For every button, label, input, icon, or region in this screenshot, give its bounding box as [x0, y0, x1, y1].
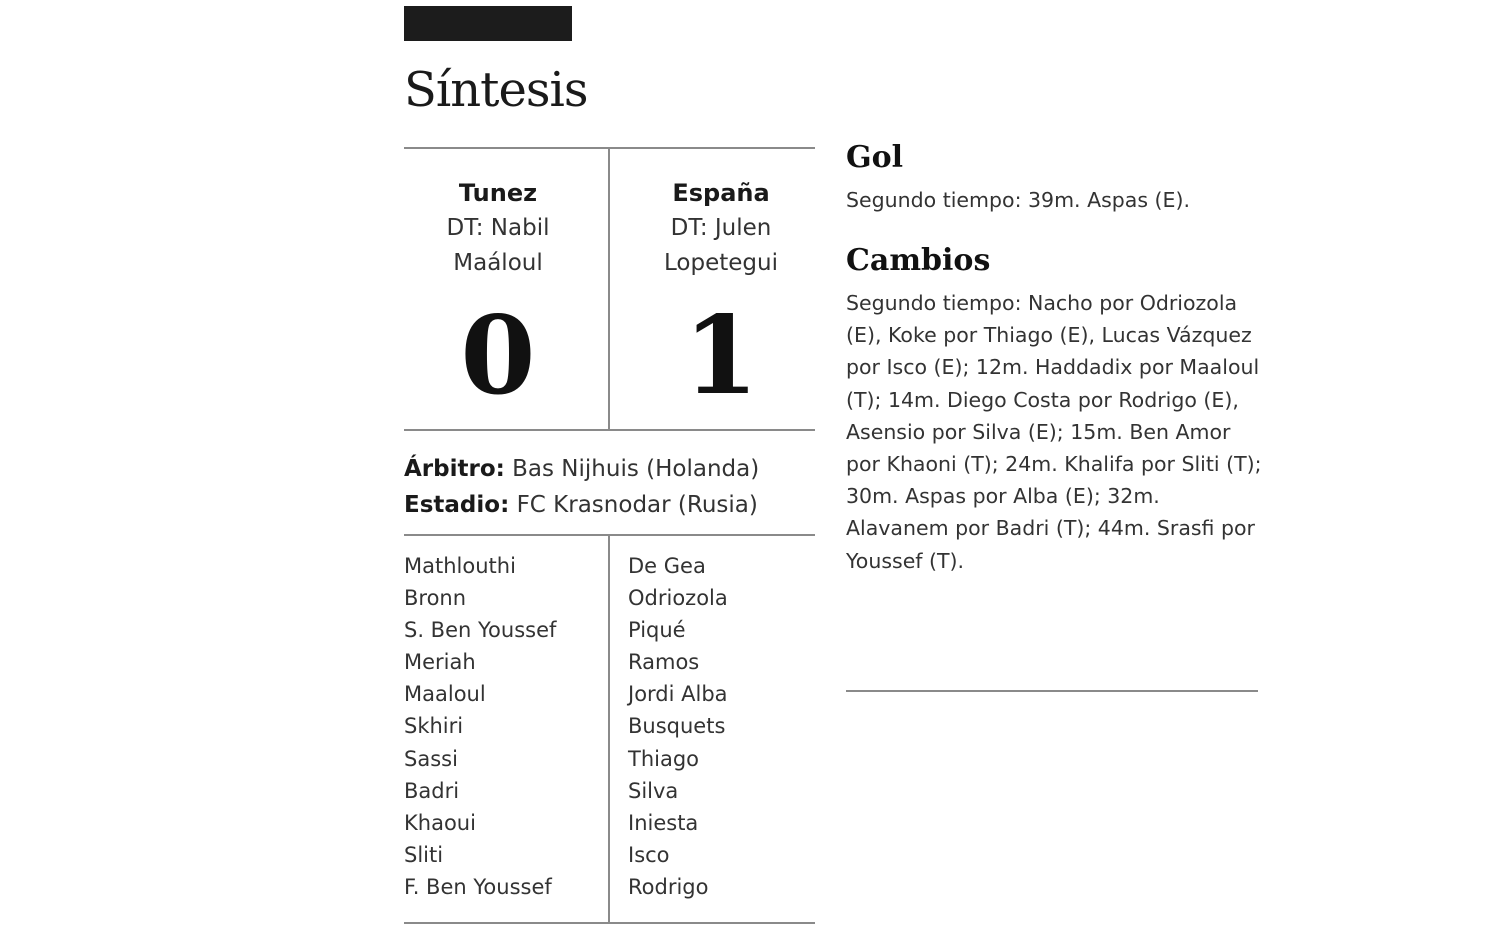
team-espana	[621, 176, 821, 281]
stadium-label: Estadio:	[404, 492, 510, 518]
referee-line	[404, 451, 759, 487]
changes-heading: Cambios	[846, 243, 991, 278]
team-name: España	[672, 179, 770, 207]
section-bar	[404, 6, 572, 41]
referee-label: Árbitro:	[404, 456, 505, 482]
divider	[846, 690, 1258, 692]
player: Mathlouthi	[404, 554, 516, 578]
divider	[608, 534, 610, 924]
team-name: Tunez	[458, 179, 538, 207]
score-tunez: 0	[460, 293, 536, 419]
player: Busquets	[628, 714, 726, 739]
player: Odriozola	[628, 586, 728, 611]
player: Meriah	[404, 650, 476, 675]
match-info	[404, 451, 759, 523]
player: Sassi	[404, 746, 458, 771]
coach-line: Lopetegui	[664, 250, 778, 276]
goals-text: Segundo tiempo: 39m. Aspas (E).	[846, 188, 1191, 212]
player: Rodrigo	[628, 874, 709, 899]
team-tunez	[398, 176, 598, 281]
score-espana: 1	[683, 293, 759, 419]
coach-line: DT: Nabil	[446, 215, 550, 241]
player: Skhiri	[404, 714, 464, 739]
changes-text: Segundo tiempo: Nacho por Odriozola (E), Koke por Thiago (E), Lucas Vázquez por Isco (E); 12m. Haddadix por Maaloul (T); 14m. Diego Costa por Rodrigo (E), Asensio por Silva (E); 15m. Ben Amor por Khaoni (T); 24m. Khalifa por Sliti (T); 30m. Aspas por Alba (E); 32m. Alavanem por Badri (T); 44m. Srasfi por Youssef (T).	[846, 291, 1262, 573]
divider	[404, 922, 815, 924]
player: Thiago	[628, 746, 700, 771]
page-title: Síntesis	[404, 62, 588, 118]
stadium-line	[404, 487, 759, 523]
player: Bronn	[404, 586, 467, 611]
player: Khaoui	[404, 810, 476, 835]
player: Jordi Alba	[628, 682, 728, 707]
coach-line: Maáloul	[453, 250, 543, 276]
player: De Gea	[628, 554, 706, 578]
player: Silva	[628, 778, 679, 803]
player: Piqué	[628, 618, 686, 643]
goals-heading: Gol	[846, 140, 904, 175]
lineup-espana	[628, 550, 728, 903]
stadium-value: FC Krasnodar (Rusia)	[516, 492, 758, 518]
player: Sliti	[404, 842, 444, 867]
player: Badri	[404, 778, 460, 803]
player: Iniesta	[628, 810, 699, 835]
divider	[608, 147, 610, 430]
divider	[404, 429, 815, 431]
player: Ramos	[628, 650, 700, 675]
coach-line: DT: Julen	[670, 215, 772, 241]
player: F. Ben Youssef	[404, 874, 552, 899]
lineup-tunez	[404, 550, 556, 903]
referee-value: Bas Nijhuis (Holanda)	[512, 456, 760, 482]
player: S. Ben Youssef	[404, 618, 557, 643]
player: Maaloul	[404, 682, 486, 707]
player: Isco	[628, 842, 670, 867]
